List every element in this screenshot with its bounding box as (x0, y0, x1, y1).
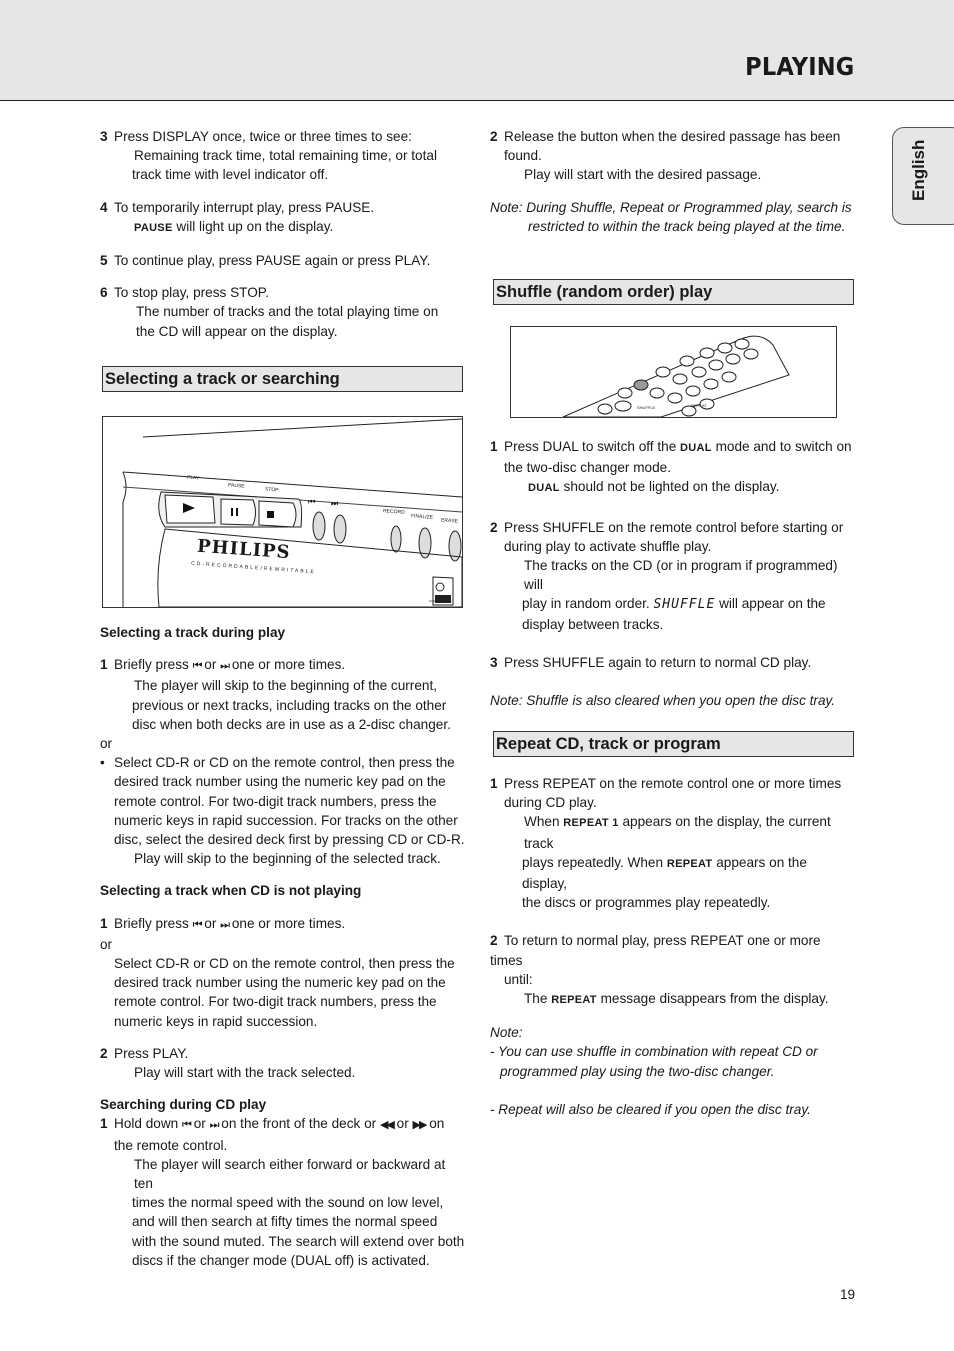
remote-shuffle-label: SHUFFLE (637, 405, 656, 410)
remote-repeat-label: REPEAT (691, 403, 707, 408)
prev-icon: ⏮ (192, 918, 201, 931)
compact-disc-logo: COMPACT DISC (429, 599, 452, 603)
language-label: English (909, 139, 928, 201)
prev-icon: ⏮ (192, 660, 201, 673)
deck-pause-label: PAUSE (227, 482, 245, 490)
subheading-during-play: Selecting a track during play (100, 625, 286, 640)
bullet-icon: • (100, 755, 105, 771)
deck-finalize-label: FINALIZE (410, 513, 434, 521)
deck-record-label: RECORD (382, 508, 405, 516)
fast-forward-icon: ▶▶ (412, 1119, 426, 1132)
section-heading-repeat: Repeat CD, track or program (493, 731, 854, 757)
section-heading-shuffle: Shuffle (random order) play (493, 279, 854, 305)
rewind-icon: ◀◀ (379, 1119, 393, 1132)
left-steps-main: Selecting a track during play 1 Briefly press ⏮ or ⏭ one or more times. The player will skip to the beginning of the current, previous or next tracks, including tracks on the other disc when both decks are in use as a 2-disc changer. or • Select CD-R or CD on the remote control, then press the desired track number using the numeric key pad on the remote control. For two-digit track numbers, press the numeric keys in rapid succession. For tracks on the other disc, select the desired deck first by pressing CD or CD-R. Play will skip to the beginning of the selected track. Selecting a track when CD is not playing 1 Briefly press ⏮ or ⏭ one or more times. or Select CD-R or CD on the remote control, then press the desired track number using the numeric key pad on the remote control. For two-digit track numbers, press the numeric keys in rapid succession. 2 Press PLAY. Play will start with the track selected. Searching during CD play 1 Hold down ⏮ or ⏭ on the front of the deck or ◀◀ or ▶▶ on the remote control. The player will search either forward or backward at ten times the normal speed with the sound on low level, and will then search at fifty times the normal speed with the sound muted. The search will extend over both discs if the changer mode (DUAL off) is activated. (100, 625, 465, 1268)
right-steps-top: 2 Release the button when the desired passage has been found. Play will start with the desired passage. Note: During Shuffle, Repeat or Programmed play, search is restricted to within the track being played at the time. (490, 129, 852, 234)
prev-icon: ⏮ (182, 1119, 190, 1132)
remote-illustration (510, 326, 837, 418)
next-icon: ⏭ (220, 918, 229, 931)
next-track-icon: ⏭ (331, 499, 339, 508)
subheading-searching: Searching during CD play (100, 1097, 267, 1113)
right-repeat-steps: 1 Press REPEAT on the remote control one or more times during CD play. When REPEAT 1 appears on the display, the current track plays repeatedly. When REPEAT appears on the display, the discs or programmes play repeatedly. 2 To return to normal play, press REPEAT one or more times until: The REPEAT message disappears from the display. Note: - You can use shuffle in combination with repeat CD or programmed play using the two-disc changer. - Repeat will also be cleared if you open the disc tray. (490, 776, 842, 1117)
language-tab (892, 127, 954, 225)
right-shuffle-steps: 1 Press DUAL to switch off the DUAL mode and to switch on the two-disc changer mode. DUAL should not be lighted on the display. 2 Press SHUFFLE on the remote control before starting or during play to activate shuffle play. The tracks on the CD (or in program if programmed) will play in random order. SHUFFLE will appear on the display between tracks. 3 Press SHUFFLE again to return to normal CD play. Note: Shuffle is also cleared when you open the disc tray. (490, 439, 852, 709)
page-header (0, 0, 954, 101)
page-title: PLAYING (744, 52, 854, 81)
philips-logo: PHILIPS (196, 535, 292, 564)
remote-control (511, 327, 836, 417)
subheading-not-playing: Selecting a track when CD is not playing (100, 883, 362, 899)
shuffle-button (634, 380, 648, 390)
section-heading-selecting: Selecting a track or searching (102, 366, 463, 392)
deck-play-label: PLAY (186, 474, 200, 482)
next-icon: ⏭ (220, 660, 229, 673)
page-number: 19 (840, 1287, 856, 1302)
cd-recorder-front-panel (103, 417, 462, 607)
deck-stop-label: STOP (264, 486, 279, 494)
next-icon: ⏭ (209, 1119, 218, 1132)
left-steps-top: 3 Press DISPLAY once, twice or three times to see: Remaining track time, total remaining time, or total track time with level indicator off. 4 To temporarily interrupt play, press PAUSE. PAUSE will light up on the display. 5 To continue play, press PAUSE again or press PLAY. 6 To stop play, press STOP. The number of tracks and the total playing time on the CD will appear on the display. (100, 129, 439, 339)
deck-erase-label: ERASE (440, 517, 459, 525)
deck-illustration (102, 416, 463, 608)
prev-track-icon: ⏮ (308, 497, 316, 506)
deck-tagline: CD-RECORDABLE/REWRITABLE (190, 560, 316, 576)
